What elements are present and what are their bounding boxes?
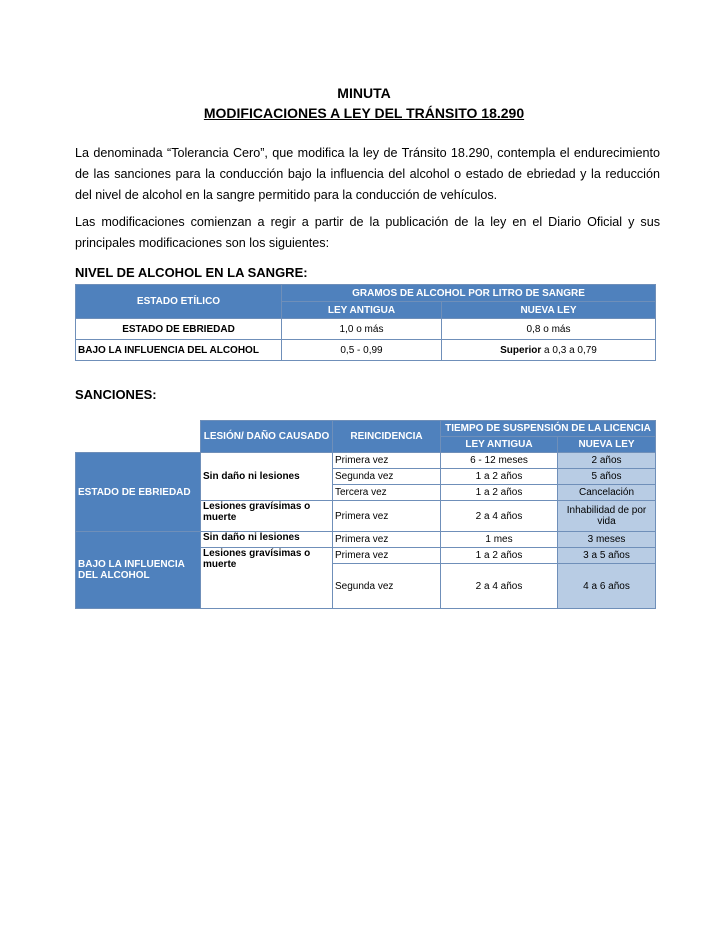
section-nivel-alcohol: NIVEL DE ALCOHOL EN LA SANGRE:: [75, 265, 308, 280]
header-tiempo: TIEMPO DE SUSPENSIÓN DE LA LICENCIA: [441, 421, 656, 437]
cell-antigua: 0,5 - 0,99: [282, 340, 442, 361]
cell-nueva-rest: a 0,3 a 0,79: [541, 344, 597, 356]
cell-nueva: 5 años: [558, 469, 656, 485]
cell-nueva: 3 a 5 años: [558, 548, 656, 564]
cell-nueva: Cancelación: [558, 485, 656, 501]
lesion-sin-dano: Sin daño ni lesiones: [201, 532, 333, 548]
cell-nueva: 0,8 o más: [442, 319, 656, 340]
side-label-influencia: BAJO LA INFLUENCIA DEL ALCOHOL: [76, 532, 201, 609]
cell-reincidencia: Primera vez: [333, 501, 441, 532]
cell-nueva: 2 años: [558, 453, 656, 469]
cell-nueva: 4 a 6 años: [558, 564, 656, 609]
row-label: BAJO LA INFLUENCIA DEL ALCOHOL: [76, 340, 282, 361]
doc-subtitle: MODIFICACIONES A LEY DEL TRÁNSITO 18.290: [203, 105, 525, 121]
sanctions-table: [75, 420, 656, 609]
lesion-gravisimas: Lesiones gravísimas o muerte: [201, 501, 333, 532]
side-label-ebriedad: ESTADO DE EBRIEDAD: [76, 453, 201, 532]
header-estado-etilico: ESTADO ETÍLICO: [76, 285, 282, 319]
table-row: [76, 453, 656, 469]
cell-reincidencia: Primera vez: [333, 548, 441, 564]
table-row: [76, 319, 656, 340]
lesion-gravisimas: Lesiones gravísimas o muerte: [201, 548, 333, 609]
header-nueva-ley: NUEVA LEY: [442, 302, 656, 319]
cell-nueva-bold: Superior: [500, 344, 542, 356]
cell-reincidencia: Primera vez: [333, 453, 441, 469]
doc-title: MINUTA: [337, 85, 391, 101]
cell-reincidencia: Segunda vez: [333, 564, 441, 609]
cell-antigua: 1 a 2 años: [441, 469, 558, 485]
table-row: [76, 340, 656, 361]
intro-paragraph: La denominada “Tolerancia Cero”, que modifica la ley de Tránsito 18.290, contempla el endurecimiento de las sanciones para la conducción bajo la influencia del alcohol o estado de ebriedad y la reducción del nivel de alcohol en la sangre permitido para la conducción de vehículos.: [75, 146, 660, 202]
cell-antigua: 2 a 4 años: [441, 564, 558, 609]
cell-antigua: 1 mes: [441, 532, 558, 548]
cell-antigua: 2 a 4 años: [441, 501, 558, 532]
cell-antigua: 6 - 12 meses: [441, 453, 558, 469]
alcohol-level-table: [75, 284, 656, 361]
cell-antigua: 1 a 2 años: [441, 548, 558, 564]
lesion-sin-dano: Sin daño ni lesiones: [201, 453, 333, 501]
cell-reincidencia: Tercera vez: [333, 485, 441, 501]
header-ley-antigua: LEY ANTIGUA: [282, 302, 442, 319]
cell-antigua: 1 a 2 años: [441, 485, 558, 501]
header-reincidencia: REINCIDENCIA: [333, 421, 441, 453]
header-nueva-ley: NUEVA LEY: [558, 437, 656, 453]
section-sanciones: SANCIONES:: [75, 387, 157, 402]
header-ley-antigua: LEY ANTIGUA: [441, 437, 558, 453]
cell-nueva: Inhabilidad de por vida: [558, 501, 656, 532]
table-row: [76, 532, 656, 548]
header-lesion: LESIÓN/ DAÑO CAUSADO: [201, 421, 333, 453]
cell-nueva: [442, 340, 656, 361]
row-label: ESTADO DE EBRIEDAD: [76, 319, 282, 340]
cell-reincidencia: Primera vez: [333, 532, 441, 548]
cell-reincidencia: Segunda vez: [333, 469, 441, 485]
header-gramos: GRAMOS DE ALCOHOL POR LITRO DE SANGRE: [282, 285, 656, 302]
cell-nueva: 3 meses: [558, 532, 656, 548]
cell-antigua: 1,0 o más: [282, 319, 442, 340]
second-paragraph: Las modificaciones comienzan a regir a partir de la publicación de la ley en el Diario Oficial y sus principales modificaciones son los siguientes:: [75, 215, 660, 250]
